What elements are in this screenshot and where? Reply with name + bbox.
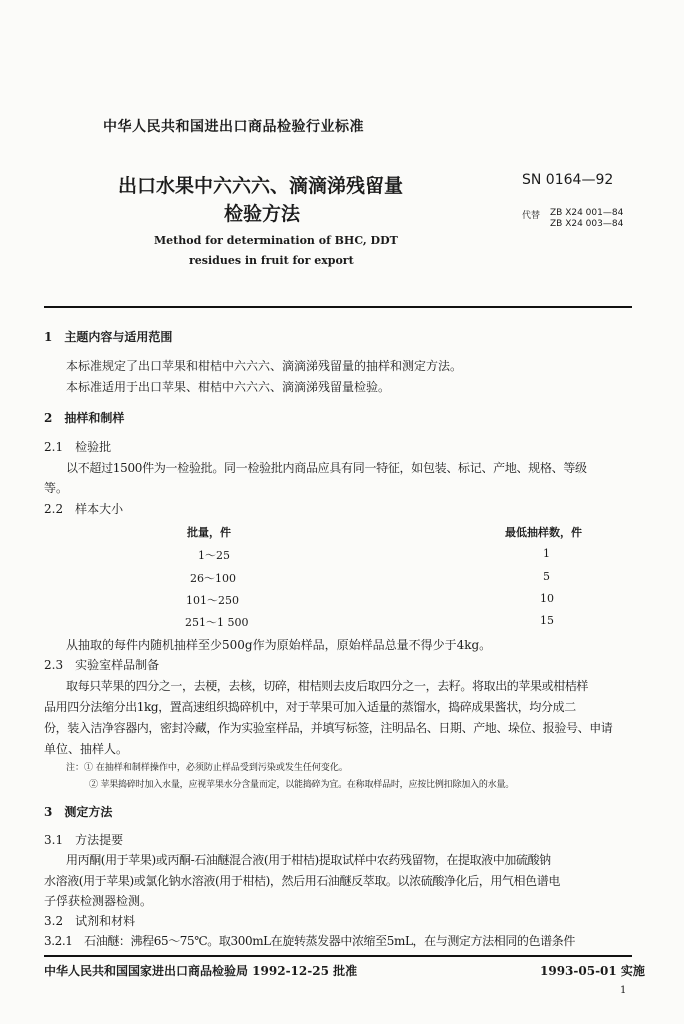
page-number: 1	[620, 985, 627, 996]
paragraph-line: 3.2.1 石油醚：沸程65～75℃。取300mL在旋转蒸发器中浓缩至5mL，在与测定方法相同的色谱条件	[44, 934, 575, 948]
document-title: 出口水果中六六六、滴滴涕残留量	[118, 175, 404, 197]
english-title-line2: residues in fruit for export	[189, 254, 354, 267]
note-2: ② 苹果捣碎时加入水量，应视苹果水分含量而定，以能捣碎为宜。在称取样品时，应按比例扣除加入的水量。	[89, 780, 515, 790]
subsection-heading: 3.1 方法提要	[44, 833, 124, 847]
paragraph-line: 从抽取的每件内随机抽样至少500g作为原始样品，原始样品总量不得少于4kg。	[66, 638, 492, 652]
paragraph-line: 取每只苹果的四分之一，去梗，去核，切碎，柑桔则去皮后取四分之一，去籽。将取出的苹果或柑桔样	[66, 679, 589, 693]
table-cell-lot-size: 1～25	[198, 549, 230, 562]
subsection-heading: 2.3 实验室样品制备	[44, 658, 160, 672]
paragraph-line: 以不超过1500件为一检验批。同一检验批内商品应具有同一特征，如包装、标记、产地、规格、等级	[66, 461, 587, 475]
paragraph-line: 品用四分法缩分出1kg，置高速组织捣碎机中，对于苹果可加入适量的蒸馏水，捣碎成果酱状，均分成二	[44, 700, 576, 714]
replaces-standard-1: ZB X24 001—84	[550, 208, 624, 218]
table-cell-min-samples: 1	[543, 547, 550, 560]
english-title: Method for determination of BHC, DDT	[154, 234, 398, 247]
section-2-heading: 2 抽样和制样	[44, 411, 125, 425]
table-cell-min-samples: 10	[540, 592, 554, 605]
table-cell-lot-size: 26～100	[190, 572, 236, 585]
table-cell-min-samples: 15	[540, 614, 554, 627]
paragraph-line: 等。	[44, 481, 69, 495]
effective-date: 1993-05-01 实施	[540, 964, 645, 978]
table-header-min-samples: 最低抽样数，件	[505, 526, 582, 539]
header-divider	[44, 306, 632, 308]
replaces-label: 代替	[522, 211, 541, 221]
table-cell-lot-size: 251～1 500	[185, 616, 249, 629]
paragraph-line: 份，装入洁净容器内，密封冷藏，作为实验室样品，并填写标签，注明品名、日期、产地、垛位、报验号、申请	[44, 721, 613, 735]
note-1: 注：① 在抽样和制样操作中，必须防止样品受到污染或发生任何变化。	[66, 763, 348, 773]
paragraph-line: 子俘获检测器检测。	[44, 894, 153, 908]
document-title-line2: 检验方法	[224, 203, 301, 225]
paragraph-line: 用丙酮(用于苹果)或丙酮-石油醚混合液(用于柑桔)提取试样中农药残留物，在提取液中加硫酸钠	[66, 853, 551, 867]
footer-divider	[44, 955, 632, 957]
section-3-heading: 3 测定方法	[44, 805, 113, 819]
subsection-heading: 2.2 样本大小	[44, 502, 124, 516]
table-header-lot-size: 批量，件	[187, 526, 231, 539]
table-cell-min-samples: 5	[543, 570, 550, 583]
paragraph-line: 水溶液(用于苹果)或氯化钠水溶液(用于柑桔)，然后用石油醚反萃取。以浓硫酸净化后，用气相色谱电	[44, 874, 560, 888]
subsection-heading: 2.1 检验批	[44, 440, 112, 454]
section-1-heading: 1 主题内容与适用范围	[44, 330, 173, 344]
section-1-paragraph: 本标准适用于出口苹果、柑桔中六六六、滴滴涕残留量检验。	[66, 380, 391, 394]
issuing-organization: 中华人民共和国进出口商品检验行业标准	[103, 119, 364, 135]
replaces-standard-2: ZB X24 003—84	[550, 219, 624, 229]
approval-line: 中华人民共和国国家进出口商品检验局 1992-12-25 批准	[44, 964, 358, 978]
standard-code: SN 0164—92	[522, 172, 614, 188]
section-1-paragraph: 本标准规定了出口苹果和柑桔中六六六、滴滴涕残留量的抽样和测定方法。	[66, 359, 463, 373]
subsection-heading: 3.2 试剂和材料	[44, 914, 136, 928]
table-cell-lot-size: 101～250	[186, 594, 239, 607]
paragraph-line: 单位、抽样人。	[44, 742, 129, 756]
